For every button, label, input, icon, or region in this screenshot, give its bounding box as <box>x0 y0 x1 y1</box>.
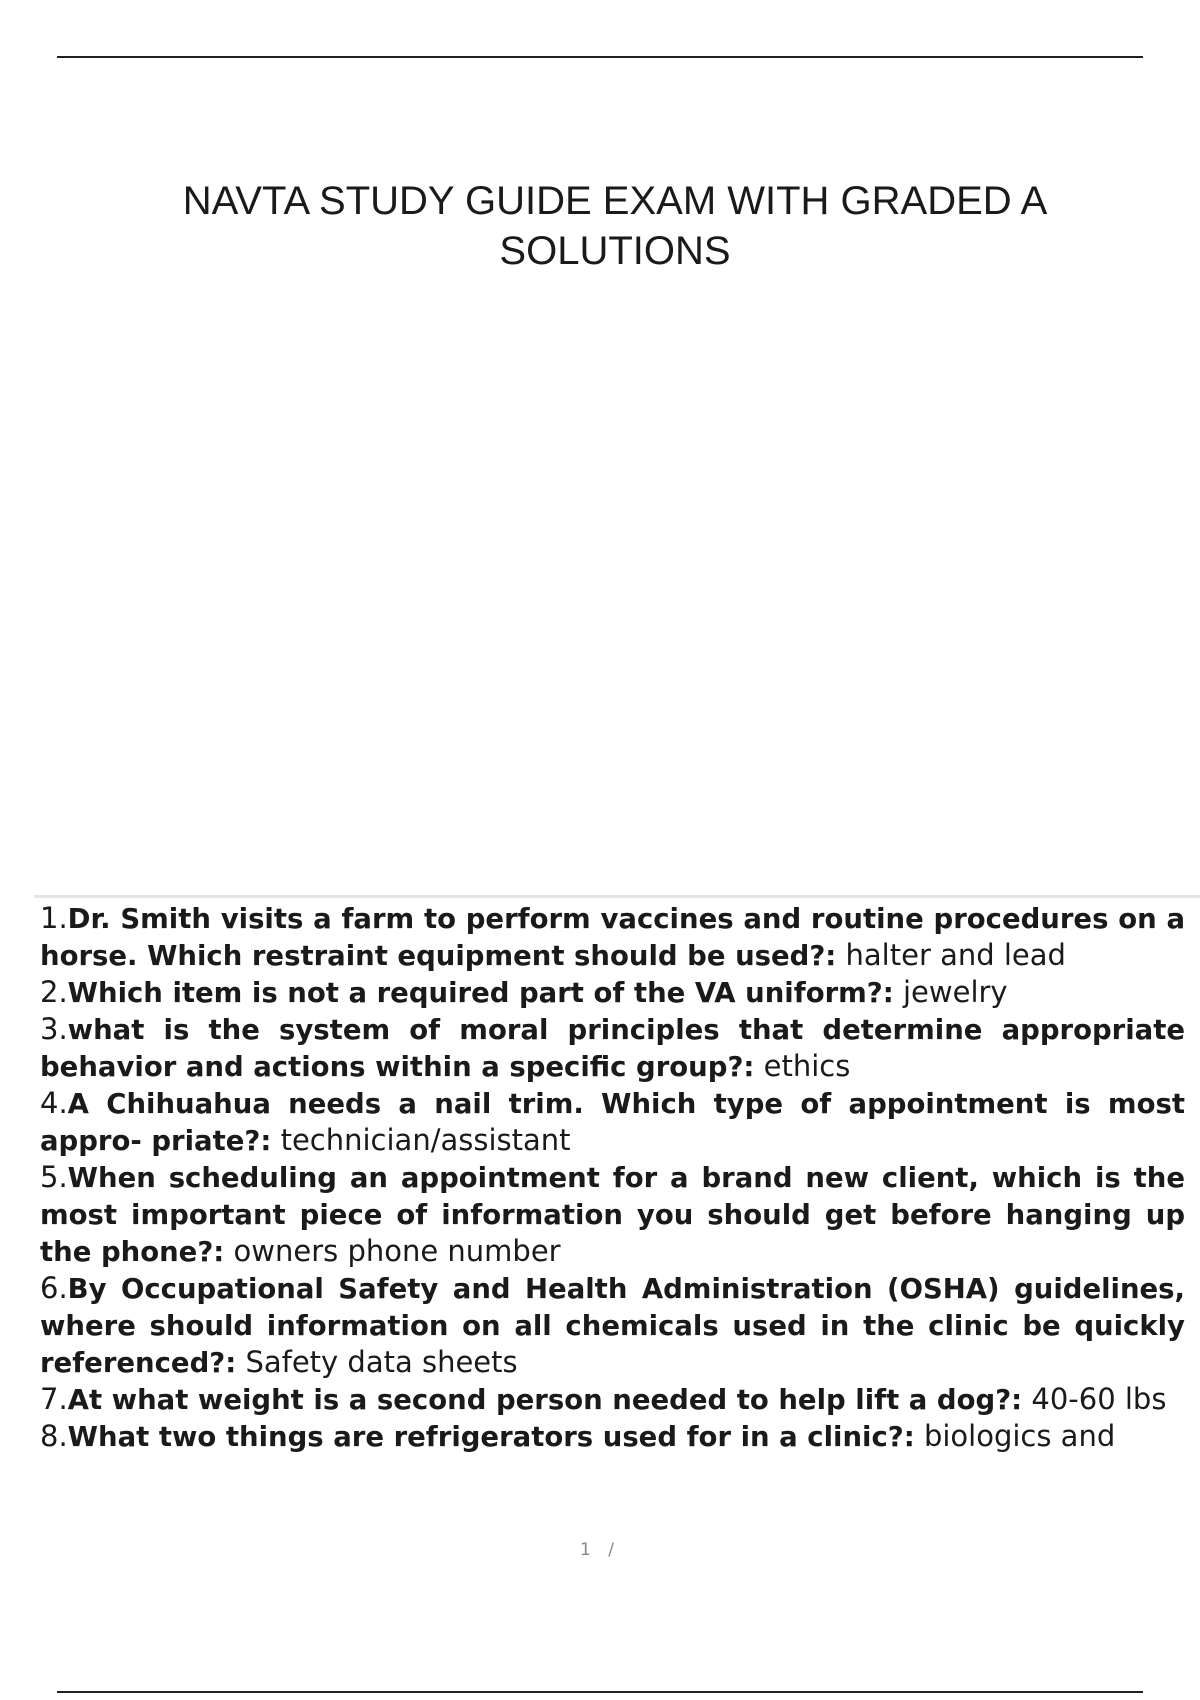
question-text: By Occupational Safety and Health Administration (OSHA) guidelines, where should information on all chemicals used in the clinic be quickly referenced?: <box>40 1273 1185 1379</box>
question-item-3 <box>30 1011 1185 1085</box>
question-number: 7. <box>40 1382 68 1416</box>
footer-rule <box>57 1691 1143 1693</box>
question-text: When scheduling an appointment for a brand new client, which is the most important piece of information you should get before hanging up the phone?: <box>40 1162 1185 1268</box>
answer-text: ethics <box>763 1049 851 1083</box>
document-title: NAVTA STUDY GUIDE EXAM WITH GRADED A SOLUTIONS <box>182 179 1048 273</box>
question-number: 3. <box>40 1012 68 1046</box>
question-item-1 <box>30 900 1185 974</box>
question-list <box>30 900 1185 1455</box>
question-item-2 <box>30 974 1185 1011</box>
answer-text: biologics and <box>923 1419 1116 1453</box>
question-number: 4. <box>40 1086 68 1120</box>
question-item-5 <box>30 1159 1185 1270</box>
answer-text: Safety data sheets <box>245 1345 518 1379</box>
answer-text: halter and lead <box>845 938 1066 972</box>
answer-text: 40-60 lbs <box>1031 1382 1167 1416</box>
answer-text: jewelry <box>902 975 1008 1009</box>
question-text: Which item is not a required part of the VA uniform?: <box>67 977 894 1009</box>
answer-text: owners phone number <box>233 1234 561 1268</box>
question-number: 1. <box>40 901 68 935</box>
question-text: What two things are refrigerators used for in a clinic?: <box>67 1421 915 1453</box>
question-text: what is the system of moral principles that determine appropriate behavior and actions within a specific group?: <box>40 1014 1185 1083</box>
question-number: 6. <box>40 1271 68 1305</box>
question-text: A Chihuahua needs a nail trim. Which type of appointment is most appro- priate?: <box>40 1088 1185 1157</box>
question-number: 5. <box>40 1160 68 1194</box>
question-item-8 <box>30 1418 1185 1455</box>
question-text: Dr. Smith visits a farm to perform vaccines and routine procedures on a horse. Which restraint equipment should be used?: <box>40 903 1185 972</box>
question-item-7 <box>30 1381 1185 1418</box>
question-item-6 <box>30 1270 1185 1381</box>
question-number: 2. <box>40 975 68 1009</box>
question-number: 8. <box>40 1419 68 1453</box>
answer-text: technician/assistant <box>280 1123 571 1157</box>
question-item-4 <box>30 1085 1185 1159</box>
section-divider <box>34 895 1200 898</box>
question-text: At what weight is a second person needed to help lift a dog?: <box>67 1384 1023 1416</box>
page-indicator: 1 / <box>580 1540 620 1560</box>
header-rule <box>57 56 1143 58</box>
